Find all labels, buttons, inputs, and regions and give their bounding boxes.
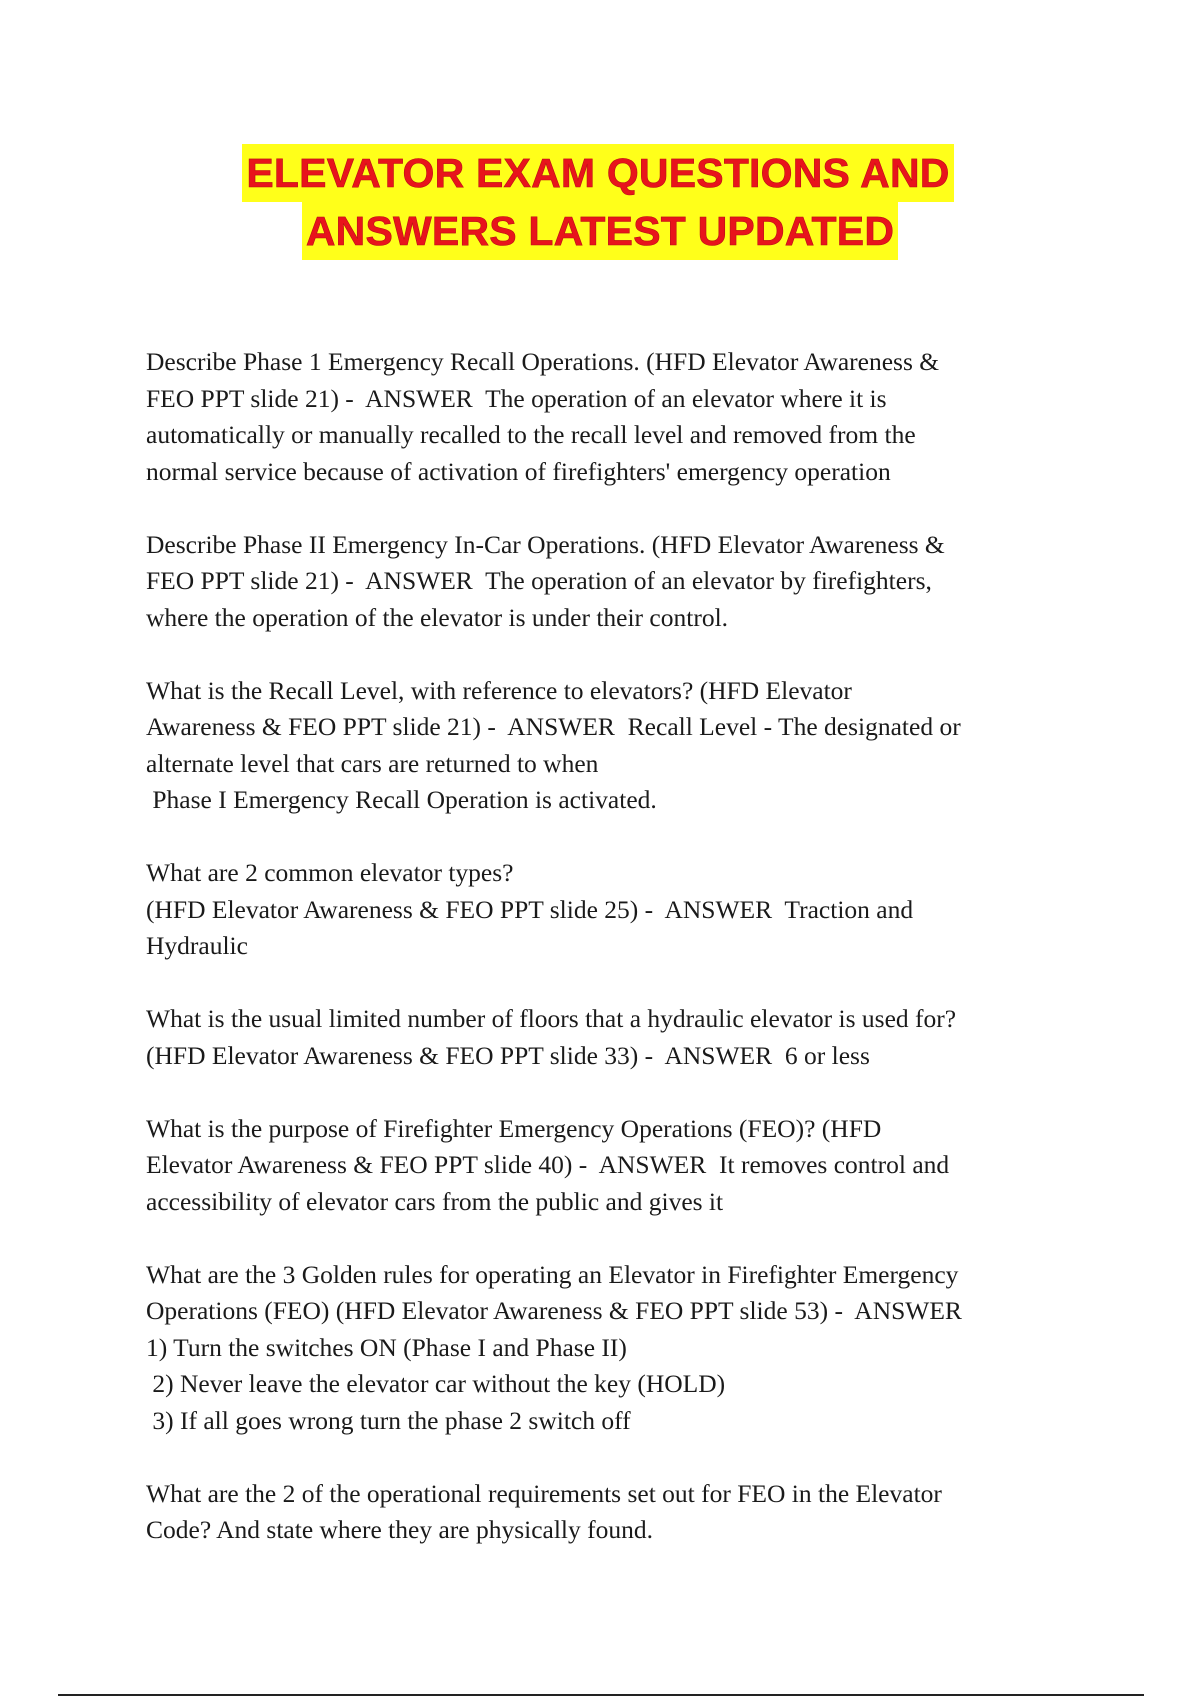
qa-line: What are the 2 of the operational requirements set out for FEO in the Elevator — [146, 1478, 942, 1508]
qa-line: What are the 3 Golden rules for operating an Elevator in Firefighter Emergency — [146, 1259, 959, 1289]
qa-line: What is the Recall Level, with reference to elevators? (HFD Elevator — [146, 675, 852, 705]
qa-item — [146, 1257, 1086, 1440]
qa-line: where the operation of the elevator is under their control. — [146, 602, 729, 632]
qa-line: 3) If all goes wrong turn the phase 2 switch off — [146, 1405, 631, 1435]
qa-line: Code? And state where they are physically found. — [146, 1515, 654, 1544]
page-bottom-rule — [58, 1694, 1144, 1696]
qa-line: normal service because of activation of firefighters' emergency operation — [146, 456, 891, 486]
qa-item — [146, 1476, 1086, 1549]
qa-line: Describe Phase II Emergency In-Car Operations. (HFD Elevator Awareness & — [146, 529, 945, 559]
qa-line: Elevator Awareness & FEO PPT slide 40) - ANSWER It removes control and — [146, 1150, 950, 1179]
qa-item — [146, 344, 1086, 490]
qa-line: FEO PPT slide 21) - ANSWER The operation of an elevator by firefighters, — [146, 566, 932, 595]
qa-line: FEO PPT slide 21) - ANSWER The operation of an elevator where it is — [146, 383, 887, 413]
qa-item — [146, 1001, 1086, 1074]
title-line-2: ANSWERS LATEST UPDATED — [302, 202, 898, 260]
qa-line: What is the purpose of Firefighter Emergency Operations (FEO)? (HFD — [146, 1113, 882, 1143]
qa-line: (HFD Elevator Awareness & FEO PPT slide 33) - ANSWER 6 or less — [146, 1040, 870, 1070]
qa-line: Hydraulic — [146, 931, 248, 960]
qa-line: 1) Turn the switches ON (Phase I and Phase II) — [146, 1332, 627, 1362]
qa-item — [146, 855, 1086, 965]
qa-line: What are 2 common elevator types? — [146, 858, 514, 887]
title-line-1: ELEVATOR EXAM QUESTIONS AND — [242, 144, 953, 202]
qa-line: accessibility of elevator cars from the public and gives it — [146, 1186, 724, 1216]
qa-list — [146, 344, 1086, 1585]
qa-line: Phase I Emergency Recall Operation is activated. — [146, 785, 657, 814]
qa-item — [146, 527, 1086, 637]
qa-line: Awareness & FEO PPT slide 21) - ANSWER Recall Level - The designated or — [146, 712, 961, 741]
qa-line: What is the usual limited number of floors that a hydraulic elevator is used for? — [146, 1004, 957, 1033]
qa-line: (HFD Elevator Awareness & FEO PPT slide 25) - ANSWER Traction and — [146, 894, 914, 924]
document-title — [0, 144, 1200, 260]
qa-line: alternate level that cars are returned to when — [146, 748, 599, 778]
qa-item — [146, 673, 1086, 819]
qa-item — [146, 1111, 1086, 1221]
qa-line: 2) Never leave the elevator car without the key (HOLD) — [146, 1369, 726, 1398]
qa-line: automatically or manually recalled to the recall level and removed from the — [146, 420, 916, 449]
qa-line: Describe Phase 1 Emergency Recall Operations. (HFD Elevator Awareness & — [146, 347, 940, 376]
qa-line: Operations (FEO) (HFD Elevator Awareness & FEO PPT slide 53) - ANSWER — [146, 1296, 962, 1325]
